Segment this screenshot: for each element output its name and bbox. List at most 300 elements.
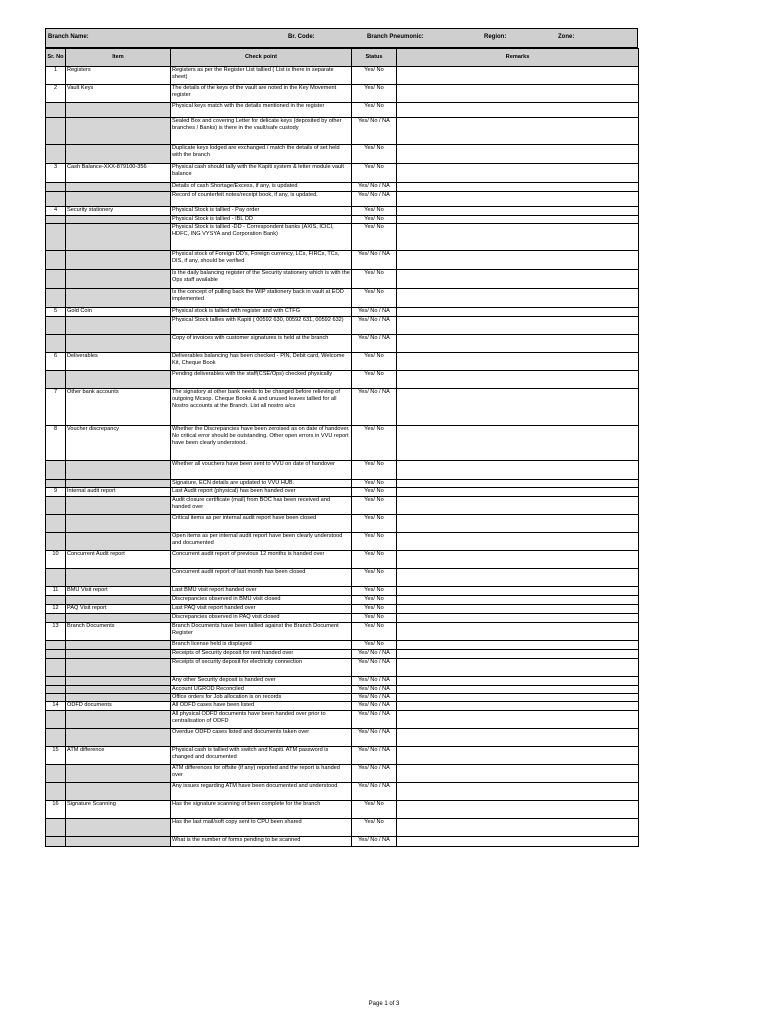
table-row [46,497,639,515]
status-cell: Yes/ No [352,641,397,650]
remarks-cell[interactable] [397,641,639,650]
table-row [46,677,639,686]
remarks-cell[interactable] [397,216,639,224]
sr-no-cell [46,461,66,480]
table-row [46,659,639,677]
status-cell: Yes/ No [352,596,397,605]
remarks-cell[interactable] [397,650,639,659]
col-status: Status [352,49,397,67]
status-cell: Yes/ No / NA [352,711,397,729]
remarks-cell[interactable] [397,461,639,480]
item-cell [66,251,171,270]
status-cell: Yes/ No / NA [352,729,397,747]
status-cell: Yes/ No [352,207,397,216]
table-row [46,103,639,118]
sr-no-cell [46,659,66,677]
remarks-cell[interactable] [397,480,639,488]
item-cell [66,192,171,207]
item-cell [66,765,171,783]
table-row [46,317,639,335]
check-point-cell: Has the signature scanning of been complete for the branch [171,801,352,819]
status-cell: Yes/ No [352,426,397,461]
table-row [46,747,639,765]
table-row [46,353,639,371]
status-cell: Yes/ No [352,587,397,596]
check-point-cell: Concurrent audit report of previous 12 months is handed over [171,551,352,569]
table-row [46,515,639,533]
check-point-cell: Copy of invoices with customer signatures is held at the branch [171,335,352,353]
check-point-cell: Physical cash should tally with the Kapiti system & letter module vault balance [171,164,352,183]
table-row [46,614,639,623]
col-remarks: Remarks [397,49,639,67]
remarks-cell[interactable] [397,251,639,270]
item-cell: Gold Coin [66,308,171,317]
remarks-cell[interactable] [397,587,639,596]
item-cell: Registers [66,67,171,85]
table-row [46,837,639,847]
status-cell: Yes/ No / NA [352,765,397,783]
item-cell [66,103,171,118]
check-point-cell: Physical Stock is tallied -DD - Correspondent banks (AXIS, ICICI, HDFC, ING VYSYA and Corporation Bank) [171,224,352,251]
check-point-cell: Receipts of security deposit for electricity connection [171,659,352,677]
status-cell: Yes/ No [352,67,397,85]
check-point-cell: Record of counterfeit notes/receipt book, if any, is updated. [171,192,352,207]
status-cell: Yes/ No [352,224,397,251]
checklist-sheet [45,28,638,847]
status-cell: Yes/ No / NA [352,118,397,145]
remarks-cell[interactable] [397,145,639,164]
check-point-cell: Registers as per the Register List tallied ( List is there in separate sheet) [171,67,352,85]
item-cell [66,686,171,694]
item-cell [66,145,171,164]
sr-no-cell [46,183,66,192]
table-row [46,711,639,729]
table-row [46,819,639,837]
table-header-row [46,49,639,67]
remarks-cell[interactable] [397,317,639,335]
item-cell: Other bank accounts [66,389,171,426]
sr-no-cell [46,641,66,650]
check-point-cell: Receipts of Security deposit for rent handed over [171,650,352,659]
sr-no-cell: 15 [46,747,66,765]
status-cell: Yes/ No [352,145,397,164]
table-row [46,461,639,480]
table-row [46,118,639,145]
check-point-cell: The signatory at other bank needs to be changed before relieving of outgoing Mcsop. Cheque Books & and unused leaves tallied for all Nostro accounts at the Branch. List all nostro a/cs [171,389,352,426]
sr-no-cell [46,371,66,389]
status-cell: Yes/ No [352,461,397,480]
sr-no-cell [46,783,66,801]
status-cell: Yes/ No [352,480,397,488]
item-cell [66,515,171,533]
status-cell: Yes/ No / NA [352,251,397,270]
check-point-cell: Last BMU visit report handed over [171,587,352,596]
item-cell [66,533,171,551]
remarks-cell[interactable] [397,783,639,801]
remarks-cell[interactable] [397,308,639,317]
status-cell: Yes/ No / NA [352,837,397,847]
table-row [46,207,639,216]
remarks-cell[interactable] [397,270,639,289]
table-row [46,192,639,207]
sr-no-cell [46,677,66,686]
remarks-cell[interactable] [397,335,639,353]
sr-no-cell [46,729,66,747]
check-point-cell: The details of the keys of the vault are noted in the Key Movement register [171,85,352,103]
remarks-cell[interactable] [397,353,639,371]
col-sr-no: Sr. No [46,49,66,67]
item-cell: ATM difference [66,747,171,765]
item-cell [66,270,171,289]
sr-no-cell: 13 [46,623,66,641]
check-point-cell: Branch Documents have been tallied against the Branch Document Register [171,623,352,641]
table-row [46,801,639,819]
sr-no-cell [46,289,66,308]
page-number: Page 1 of 3 [368,1001,400,1007]
status-cell: Yes/ No [352,515,397,533]
item-cell [66,729,171,747]
remarks-cell[interactable] [397,694,639,702]
sr-no-cell [46,711,66,729]
item-cell [66,677,171,686]
remarks-cell[interactable] [397,515,639,533]
branch-header-bar [45,28,638,48]
check-point-cell: Physical Stock is tallied - IBL DD [171,216,352,224]
sr-no-cell: 5 [46,308,66,317]
sr-no-cell: 16 [46,801,66,819]
remarks-cell[interactable] [397,659,639,677]
status-cell: Yes/ No [352,103,397,118]
remarks-cell[interactable] [397,623,639,641]
check-point-cell: Physical Stock is tallied - Pay order [171,207,352,216]
remarks-cell[interactable] [397,605,639,614]
table-row [46,183,639,192]
table-row [46,686,639,694]
sr-no-cell [46,118,66,145]
status-cell: Yes/ No [352,216,397,224]
table-row [46,224,639,251]
item-cell [66,659,171,677]
remarks-cell[interactable] [397,819,639,837]
status-cell: Yes/ No [352,164,397,183]
item-cell [66,480,171,488]
item-cell: Deliverables [66,353,171,371]
remarks-cell[interactable] [397,596,639,605]
status-cell: Yes/ No [352,289,397,308]
check-point-cell: Whether all vouchers have been sent to VVU on date of handover [171,461,352,480]
table-row [46,426,639,461]
check-point-cell: Last Audit report (physical) has been handed over [171,488,352,497]
status-cell: Yes/ No / NA [352,335,397,353]
check-point-cell: Pending deliverables with the staff(CSE/Ops) checked physically [171,371,352,389]
remarks-cell[interactable] [397,801,639,819]
status-cell: Yes/ No / NA [352,747,397,765]
table-row [46,551,639,569]
item-cell [66,497,171,515]
remarks-cell[interactable] [397,702,639,711]
table-row [46,371,639,389]
item-cell [66,711,171,729]
item-cell [66,183,171,192]
check-point-cell: All ODFD cases have been listed [171,702,352,711]
item-cell [66,650,171,659]
status-cell: Yes/ No [352,819,397,837]
status-cell: Yes/ No [352,85,397,103]
check-point-cell: Has the last mail/soft copy sent to CPU been shared [171,819,352,837]
check-point-cell: Discrepancies observed in PAQ visit closed [171,614,352,623]
remarks-cell[interactable] [397,103,639,118]
remarks-cell[interactable] [397,183,639,192]
sr-no-cell: 12 [46,605,66,614]
sr-no-cell: 2 [46,85,66,103]
check-point-cell: Any other Security deposit is handed over [171,677,352,686]
sr-no-cell: 8 [46,426,66,461]
remarks-cell[interactable] [397,569,639,587]
status-cell: Yes/ No / NA [352,677,397,686]
check-point-cell: ATM differences for offsite (if any) reported and the report is handed over [171,765,352,783]
sr-no-cell: 7 [46,389,66,426]
sr-no-cell [46,216,66,224]
item-cell: Internal audit report [66,488,171,497]
status-cell: Yes/ No / NA [352,389,397,426]
check-point-cell: Whether the Discrepancies have been zeroised as on date of handover. No critical error should be outstanding. Other open errors in VVU report have been clearly understood. [171,426,352,461]
check-point-cell: What is the number of forms pending to be scanned [171,837,352,847]
check-point-cell: Physical stock of Foreign DD's, Foreign currency, LCs, FIRCs, TCs, DIS, if any, should be verified [171,251,352,270]
item-cell [66,819,171,837]
item-cell: Vault Keys [66,85,171,103]
status-cell: Yes/ No [352,270,397,289]
status-cell: Yes/ No [352,488,397,497]
table-row [46,164,639,183]
table-row [46,569,639,587]
item-cell [66,641,171,650]
remarks-cell[interactable] [397,67,639,85]
item-cell [66,289,171,308]
table-row [46,596,639,605]
table-row [46,289,639,308]
remarks-cell[interactable] [397,224,639,251]
item-cell: Security stationery [66,207,171,216]
status-cell: Yes/ No [352,497,397,515]
check-point-cell: Any issues regarding ATM have been documented and understood [171,783,352,801]
sr-no-cell [46,317,66,335]
check-point-cell: Discrepancies observed in BMU visit closed [171,596,352,605]
check-point-cell: Last PAQ visit report handed over [171,605,352,614]
status-cell: Yes/ No / NA [352,650,397,659]
status-cell: Yes/ No [352,371,397,389]
remarks-cell[interactable] [397,497,639,515]
table-row [46,650,639,659]
item-cell: ODFD documents [66,702,171,711]
status-cell: Yes/ No [352,551,397,569]
table-row [46,251,639,270]
status-cell: Yes/ No / NA [352,783,397,801]
check-point-cell: Open items as per internal audit report have been clearly understood and documented [171,533,352,551]
sr-no-cell [46,251,66,270]
table-row [46,488,639,497]
table-row [46,335,639,353]
item-cell [66,224,171,251]
item-cell: Voucher discrepancy [66,426,171,461]
check-point-cell: Physical keys match with the details mentioned in the register [171,103,352,118]
region-label: Region: [484,34,507,40]
status-cell: Yes/ No / NA [352,694,397,702]
br-code-label: Br. Code: [288,34,315,40]
item-cell [66,371,171,389]
check-point-cell: Physical cash is tallied with switch and Kapiti. ATM password is changed and documented [171,747,352,765]
sr-no-cell [46,515,66,533]
table-row [46,480,639,488]
remarks-cell[interactable] [397,371,639,389]
status-cell: Yes/ No / NA [352,659,397,677]
check-point-cell: Deliverables balancing has been checked - PIN, Debit card, Welcome Kit, Cheque Book [171,353,352,371]
status-cell: Yes/ No / NA [352,308,397,317]
table-row [46,533,639,551]
remarks-cell[interactable] [397,677,639,686]
item-cell: Signature Scanning [66,801,171,819]
remarks-cell[interactable] [397,765,639,783]
check-point-cell: Critical items as per internal audit report have been closed [171,515,352,533]
item-cell: Cash Balance-XXX-879100-356 [66,164,171,183]
sr-no-cell: 1 [46,67,66,85]
table-row [46,67,639,85]
sr-no-cell [46,765,66,783]
item-cell [66,461,171,480]
check-point-cell: Overdue ODFD cases listed and documents taken over [171,729,352,747]
sr-no-cell [46,480,66,488]
table-row [46,729,639,747]
remarks-cell[interactable] [397,85,639,103]
item-cell [66,614,171,623]
check-point-cell: Branch license held is displayed [171,641,352,650]
status-cell: Yes/ No [352,605,397,614]
check-point-cell: Signature, ECN details are updated to VVU HUB. [171,480,352,488]
table-row [46,765,639,783]
col-item: Item [66,49,171,67]
sr-no-cell [46,819,66,837]
remarks-cell[interactable] [397,729,639,747]
sr-no-cell [46,270,66,289]
col-check-point: Check point [171,49,352,67]
table-row [46,587,639,596]
item-cell [66,216,171,224]
table-row [46,308,639,317]
check-point-cell: Office orders for Job allocation is on records [171,694,352,702]
status-cell: Yes/ No / NA [352,702,397,711]
item-cell [66,694,171,702]
status-cell: Yes/ No [352,533,397,551]
check-point-cell: Physical stock is tallied with register and with CTFG [171,308,352,317]
remarks-cell[interactable] [397,533,639,551]
branch-pneumonic-label: Branch Pneumonic: [367,34,424,40]
sr-no-cell [46,686,66,694]
sr-no-cell [46,614,66,623]
sr-no-cell [46,497,66,515]
remarks-cell[interactable] [397,747,639,765]
table-row [46,389,639,426]
remarks-cell[interactable] [397,118,639,145]
check-point-cell: Audit closure certificate (mail) from BOC has been received and handed over [171,497,352,515]
status-cell: Yes/ No [352,569,397,587]
sr-no-cell [46,224,66,251]
branch-name-label: Branch Name: [48,34,89,40]
sr-no-cell: 6 [46,353,66,371]
remarks-cell[interactable] [397,389,639,426]
checklist-table [45,48,639,847]
check-point-cell: Account UGROD Reconciled [171,686,352,694]
check-point-cell: Duplicate keys lodged are exchanged / match the details of set held with the branch [171,145,352,164]
status-cell: Yes/ No / NA [352,183,397,192]
sr-no-cell [46,192,66,207]
sr-no-cell [46,650,66,659]
remarks-cell[interactable] [397,551,639,569]
status-cell: Yes/ No [352,623,397,641]
item-cell [66,569,171,587]
item-cell: Branch Documents [66,623,171,641]
item-cell [66,783,171,801]
sr-no-cell [46,533,66,551]
item-cell [66,118,171,145]
status-cell: Yes/ No [352,614,397,623]
status-cell: Yes/ No [352,353,397,371]
remarks-cell[interactable] [397,207,639,216]
check-point-cell: Concurrent audit report of last month has been closed [171,569,352,587]
zone-label: Zone: [558,34,575,40]
table-row [46,216,639,224]
table-row [46,85,639,103]
item-cell: Concurrent Audit report [66,551,171,569]
item-cell [66,596,171,605]
table-row [46,270,639,289]
table-row [46,145,639,164]
item-cell [66,837,171,847]
sr-no-cell [46,837,66,847]
remarks-cell[interactable] [397,686,639,694]
item-cell [66,317,171,335]
sr-no-cell [46,569,66,587]
remarks-cell[interactable] [397,711,639,729]
item-cell: PAQ Visit report [66,605,171,614]
table-row [46,623,639,641]
remarks-cell[interactable] [397,614,639,623]
status-cell: Yes/ No [352,801,397,819]
table-row [46,641,639,650]
sr-no-cell: 10 [46,551,66,569]
sr-no-cell: 3 [46,164,66,183]
table-body [46,67,639,847]
item-cell: BMU Visit report [66,587,171,596]
table-row [46,783,639,801]
sr-no-cell: 14 [46,702,66,711]
check-point-cell: Is the daily balancing register of the Security stationery which is with the Ops staff available [171,270,352,289]
check-point-cell: Is the concept of pulling back the WIP stationery back in vault at EOD implemented [171,289,352,308]
check-point-cell: Physical Stock tallies with Kapiti ( 00592 630, 00592 631, 00592 632) [171,317,352,335]
sr-no-cell [46,335,66,353]
table-row [46,605,639,614]
sr-no-cell: 4 [46,207,66,216]
sr-no-cell [46,596,66,605]
remarks-cell[interactable] [397,289,639,308]
remarks-cell[interactable] [397,426,639,461]
remarks-cell[interactable] [397,164,639,183]
table-row [46,702,639,711]
item-cell [66,335,171,353]
sr-no-cell [46,145,66,164]
status-cell: Yes/ No / NA [352,192,397,207]
remarks-cell[interactable] [397,837,639,847]
remarks-cell[interactable] [397,488,639,497]
remarks-cell[interactable] [397,192,639,207]
